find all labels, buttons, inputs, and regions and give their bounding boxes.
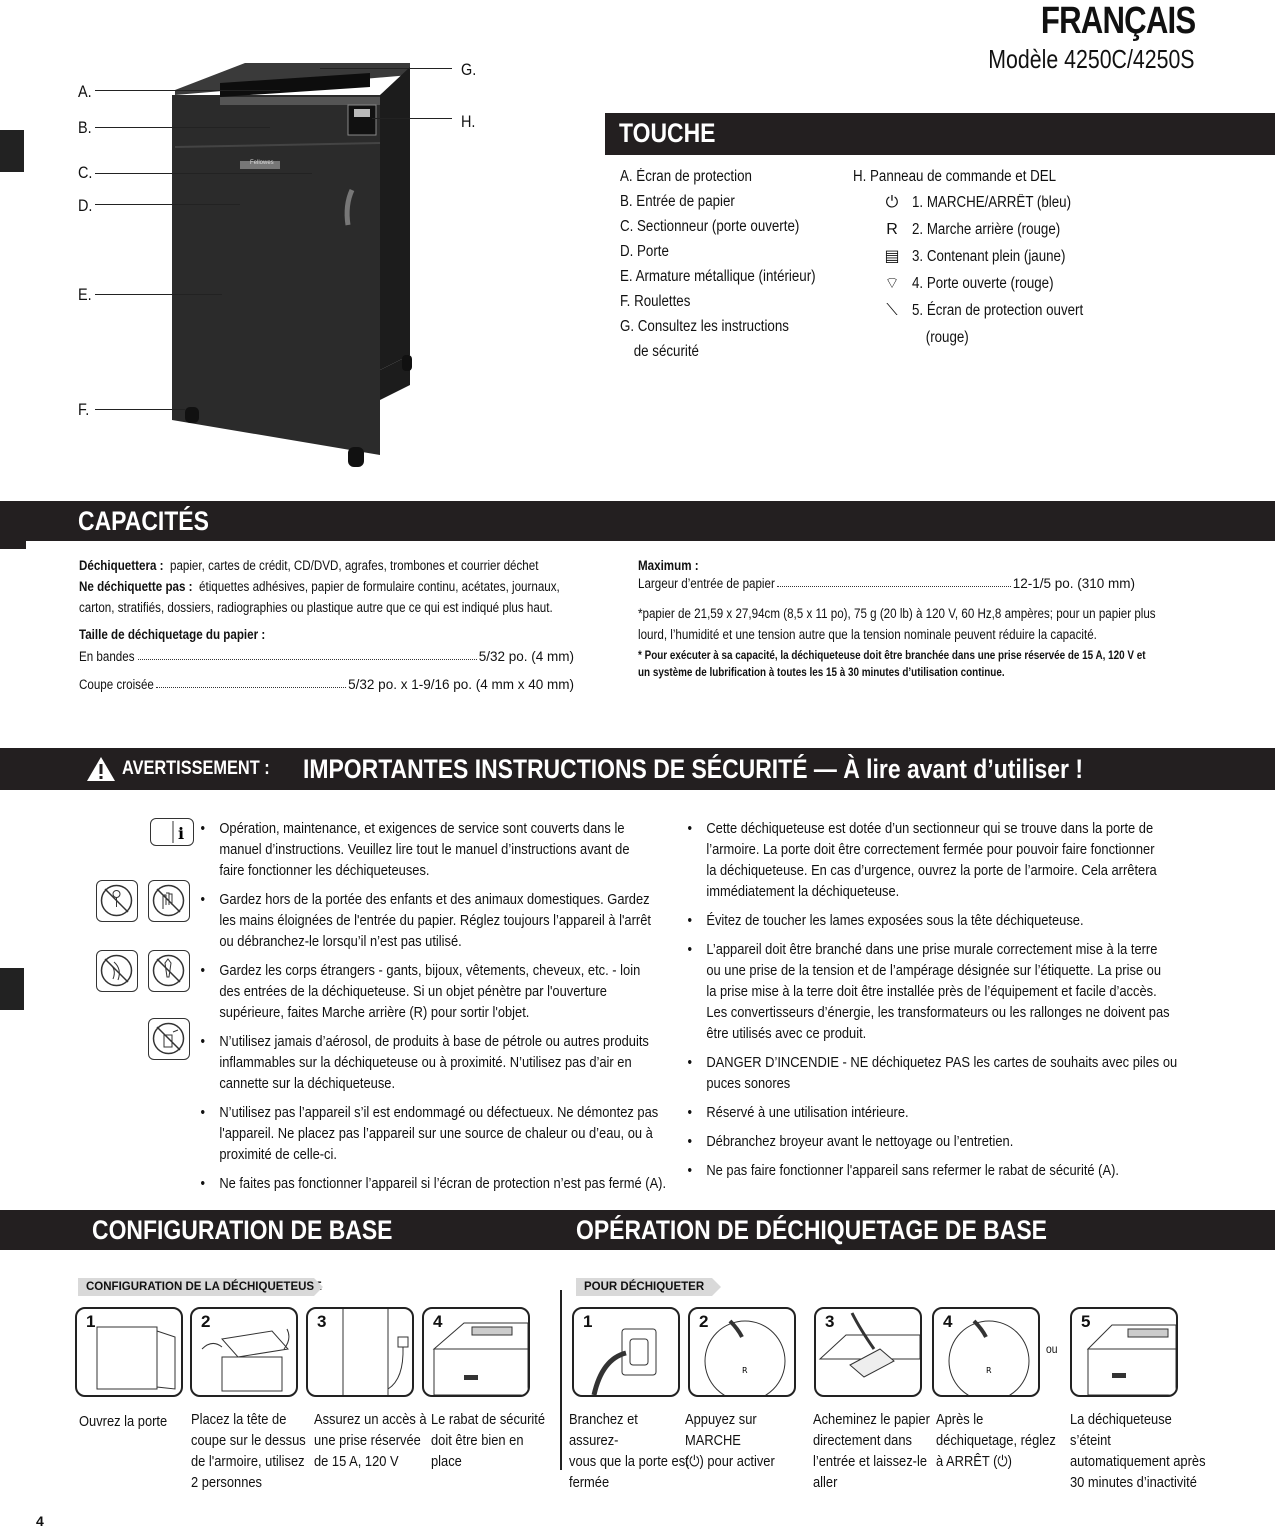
callout-line: [95, 173, 312, 174]
warning-title: IMPORTANTES INSTRUCTIONS DE SÉCURITÉ — À lire avant d’utiliser !: [303, 754, 1083, 784]
caster: [185, 407, 199, 423]
note2b: un système de lubrification à toutes les 15 à 30 minutes d’utilisation continue.: [638, 667, 1005, 679]
setup-step-4: 4: [422, 1307, 530, 1397]
note1b: lourd, l’humidité et une tension autre que la tension nominale peuvent réduire la capacité.: [638, 627, 1097, 642]
door-open-icon: ⌔: [884, 275, 900, 292]
label-g: G.: [461, 60, 477, 79]
touche-item: A. Écran de protection: [620, 168, 752, 185]
warning-label: AVERTISSEMENT :: [122, 758, 270, 779]
no-hands-icon: [148, 880, 190, 922]
warning-item: • DANGER D’INCENDIE - NE déchiquetez PAS les cartes de souhaits avec piles ou puces sonores: [684, 1052, 1183, 1094]
label-e: E.: [78, 285, 92, 304]
cross-row: [79, 677, 574, 692]
operation-step-1: 1: [572, 1307, 680, 1397]
operation-title: OPÉRATION DE DÉCHIQUETAGE DE BASE: [576, 1215, 1047, 1245]
setup-tag: CONFIGURATION DE LA DÉCHIQUETEUSE: [78, 1278, 314, 1296]
panel-item: 4. Porte ouverte (rouge): [912, 275, 1054, 292]
touche-title: TOUCHE: [619, 118, 716, 148]
width-value: 12-1/5 po. (310 mm): [1012, 576, 1135, 591]
touche-item: de sécurité: [633, 343, 699, 360]
operation-step-2: 2 R: [688, 1307, 796, 1397]
touche-left-list: [620, 164, 847, 364]
reverse-icon: R: [886, 221, 898, 238]
capacites-notes: [638, 603, 1240, 682]
operation-caption-2: Appuyez sur MARCHE (⏻) pour activer: [685, 1411, 775, 1470]
warning-item: • Gardez hors de la portée des enfants et des animaux domestiques. Gardez les mains éloignées de l'entrée du papier. Réglez toujours l’appareil à l'arrêt ou débranchez-le lorsqu’il n’est pas utilisé.: [197, 889, 679, 952]
panel-symbols: [877, 189, 907, 324]
cross-value: 5/32 po. x 1-9/16 po. (4 mm x 40 mm): [348, 677, 574, 692]
callout-line: [95, 90, 280, 91]
capacites-band: [0, 501, 1275, 541]
safety-flap-icon: ⟍: [886, 302, 898, 319]
label-c: C.: [78, 163, 93, 182]
callout-line: [95, 127, 270, 128]
noshred-text: étiquettes adhésives, papier de formulaire continu, acétates, journaux,: [199, 579, 560, 594]
setup-caption-2: Placez la tête de coupe sur le dessus de l'armoire, utilisez 2 personnes: [191, 1411, 306, 1491]
or-label: ou: [1046, 1342, 1058, 1356]
shreds-text: papier, cartes de crédit, CD/DVD, agrafes, trombones et courrier déchet: [169, 558, 539, 573]
shredder-cabinet: [172, 95, 380, 455]
touche-panel-list: [853, 164, 1089, 189]
panel-item: 2. Marche arrière (rouge): [912, 221, 1061, 238]
setup-step-3: 3: [306, 1307, 414, 1397]
band-notch: [0, 541, 26, 549]
width-label: Largeur d’entrée de papier: [638, 576, 775, 591]
model-name: Modèle 4250C/4250S: [988, 44, 1195, 74]
power-icon: ⏻: [885, 194, 899, 211]
shreds-label: Déchiquettera :: [79, 558, 164, 573]
operation-caption-4: Après le déchiquetage, réglez à ARRÊT (⏻): [936, 1411, 1056, 1470]
panel-labels: [912, 189, 1083, 351]
warning-item: • Réservé à une utilisation intérieure.: [684, 1102, 1183, 1123]
strip-row: [79, 649, 574, 664]
no-tie-icon: [148, 950, 190, 992]
warning-item: • Évitez de toucher les lames exposées sous la tête déchiqueteuse.: [684, 910, 1183, 931]
no-aerosol-icon: [148, 1018, 190, 1060]
operation-caption-1: Branchez et assurez- vous que la porte est fermée: [569, 1411, 689, 1491]
setup-caption-1: Ouvrez la porte: [79, 1413, 168, 1430]
manual-icon: [150, 818, 194, 846]
label-h: H.: [461, 112, 476, 131]
warning-item: • L’appareil doit être branché dans une prise murale correctement mise à la terre ou une prise de la tension et de l’ampérage désignée sur l’étiquette. La prise ou la prise mise à la terre doit être installée près de l’équipement et facile d’accès. Les convertisseurs d’énergie, les transformateurs ou les rallonges ne doivent pas être utilisés avec ce produit.: [684, 939, 1183, 1044]
noshred-label: Ne déchiquette pas :: [79, 579, 193, 594]
touche-item: D. Porte: [620, 243, 669, 260]
capacites-title: CAPACITÉS: [78, 506, 209, 536]
label-f: F.: [78, 400, 90, 419]
callout-line: [95, 294, 222, 295]
setup-step-1: 1: [75, 1307, 183, 1397]
strip-label: En bandes: [79, 649, 135, 664]
warning-item: • Ne faites pas fonctionner l’appareil si l’écran de protection n’est pas fermé (A).: [197, 1173, 679, 1194]
warning-item: • Ne pas faire fonctionner l'appareil sans refermer le rabat de sécurité (A).: [684, 1160, 1183, 1181]
panel-item: 1. MARCHE/ARRÊT (bleu): [912, 194, 1072, 211]
capacites-right: [638, 555, 709, 576]
warning-item: • Opération, maintenance, et exigences de service sont couverts dans le manuel d’instructions. Veuillez lire tout le manuel d’instructions avant de faire fonctionner les déchiqueteuses.: [197, 818, 679, 881]
setup-caption-3: Assurez un accès à une prise réservée de 15 A, 120 V: [314, 1411, 427, 1470]
width-row: [638, 576, 1135, 591]
warning-item: • N’utilisez pas l’appareil s’il est endommagé ou défectueux. Ne démontez pas l'appareil. Ne placez pas l’appareil sur une source de chaleur ou d’eau, ou à proximité de celle-ci.: [197, 1102, 679, 1165]
warning-item: • N’utilisez jamais d’aérosol, de produits à base de pétrole ou autres produits inflammables sur la déchiqueteuse ou à proximité. N’utilisez pas d’air en cannette sur la déchiqueteuse.: [197, 1031, 679, 1094]
touche-header-band: [605, 113, 1275, 155]
warning-item: • Cette déchiqueteuse est dotée d’un sectionneur qui se trouve dans la porte de l’armoire. La porte doit être correctement fermée pour pouvoir faire fonctionner la déchiqueteuse. En cas d’urgence, ouvrez la porte de l’armoire. Cela arrêtera immédiatement la déchiqueteuse.: [684, 818, 1183, 902]
label-a: A.: [78, 82, 92, 101]
panel-item: 5. Écran de protection ouvert: [912, 302, 1084, 319]
setup-step-2: 2: [190, 1307, 298, 1397]
caster: [348, 447, 364, 467]
svg-text:R: R: [742, 1366, 748, 1375]
warning-item: • Gardez les corps étrangers - gants, bijoux, vêtements, cheveux, etc. - loin des entrées de la déchiqueteuse. Si un objet pénètre par l'ouverture supérieure, faites Marche arrière (R) pour sortir l'objet.: [197, 960, 679, 1023]
page-number: 4: [36, 1513, 44, 1529]
note1: *papier de 21,59 x 27,94cm (8,5 x 11 po), 75 g (20 lb) à 120 V, 60 Hz,8 ampères; pour un papier plus: [638, 606, 1156, 621]
touche-item: E. Armature métallique (intérieur): [620, 268, 816, 285]
bin-full-icon: ▤: [884, 248, 900, 265]
callout-line: [95, 204, 240, 205]
side-tab-marker: [0, 968, 24, 1010]
strip-value: 5/32 po. (4 mm): [478, 649, 574, 664]
warning-icon: [86, 756, 116, 782]
caster: [402, 355, 412, 371]
panel-item: 3. Contenant plein (jaune): [912, 248, 1066, 265]
warning-item: • Débranchez broyeur avant le nettoyage ou l’entretien.: [684, 1131, 1183, 1152]
warning-band: [0, 748, 1275, 790]
operation-step-3: 3: [814, 1307, 922, 1397]
no-children-icon: [96, 880, 138, 922]
cross-label: Coupe croisée: [79, 677, 154, 692]
size-label: Taille de déchiquetage du papier :: [79, 627, 266, 642]
operation-step-5: 5: [1070, 1307, 1178, 1397]
operation-step-4: 4 R: [932, 1307, 1040, 1397]
label-d: D.: [78, 196, 93, 215]
svg-text:R: R: [986, 1366, 992, 1375]
max-label: Maximum :: [638, 558, 699, 573]
panel-item: (rouge): [925, 329, 969, 346]
touche-item: B. Entrée de papier: [620, 193, 735, 210]
callout-line: [372, 118, 452, 119]
touche-item: C. Sectionneur (porte ouverte): [620, 218, 800, 235]
operation-tag: POUR DÉCHIQUETER: [576, 1278, 712, 1296]
operation-caption-3: Acheminez le papier directement dans l’entrée et laissez-le aller: [813, 1411, 930, 1491]
brand-logo-text: Fellowes: [250, 160, 274, 166]
setup-band: [0, 1210, 1275, 1250]
callout-line: [320, 68, 452, 69]
no-hair-icon: [96, 950, 138, 992]
operation-caption-5: La déchiqueteuse s’éteint automatiquement après 30 minutes d’inactivité: [1070, 1411, 1206, 1491]
panel-title: H. Panneau de commande et DEL: [853, 168, 1057, 185]
warning-left-list: [197, 818, 679, 1200]
warning-right-list: [684, 818, 1183, 1187]
note2: * Pour exécuter à sa capacité, la déchiqueteuse doit être branchée dans une prise réservée de 15 A, 120 V et: [638, 650, 1146, 662]
label-b: B.: [78, 118, 92, 137]
noshred-text2: carton, stratifiés, dossiers, radiographies ou plastique autre que ce qui est indiqué plus haut.: [79, 600, 553, 615]
callout-line: [95, 409, 185, 410]
capacites-left: [79, 555, 638, 645]
touche-item: G. Consultez les instructions: [620, 318, 789, 335]
setup-title: CONFIGURATION DE BASE: [92, 1215, 393, 1245]
language-title: FRANÇAIS: [1040, 0, 1195, 42]
section-divider: [560, 1290, 562, 1470]
svg-text:i: i: [178, 824, 185, 843]
side-tab-marker: [0, 130, 24, 172]
touche-item: F. Roulettes: [620, 293, 691, 310]
setup-caption-4: Le rabat de sécurité doit être bien en place: [431, 1411, 546, 1470]
